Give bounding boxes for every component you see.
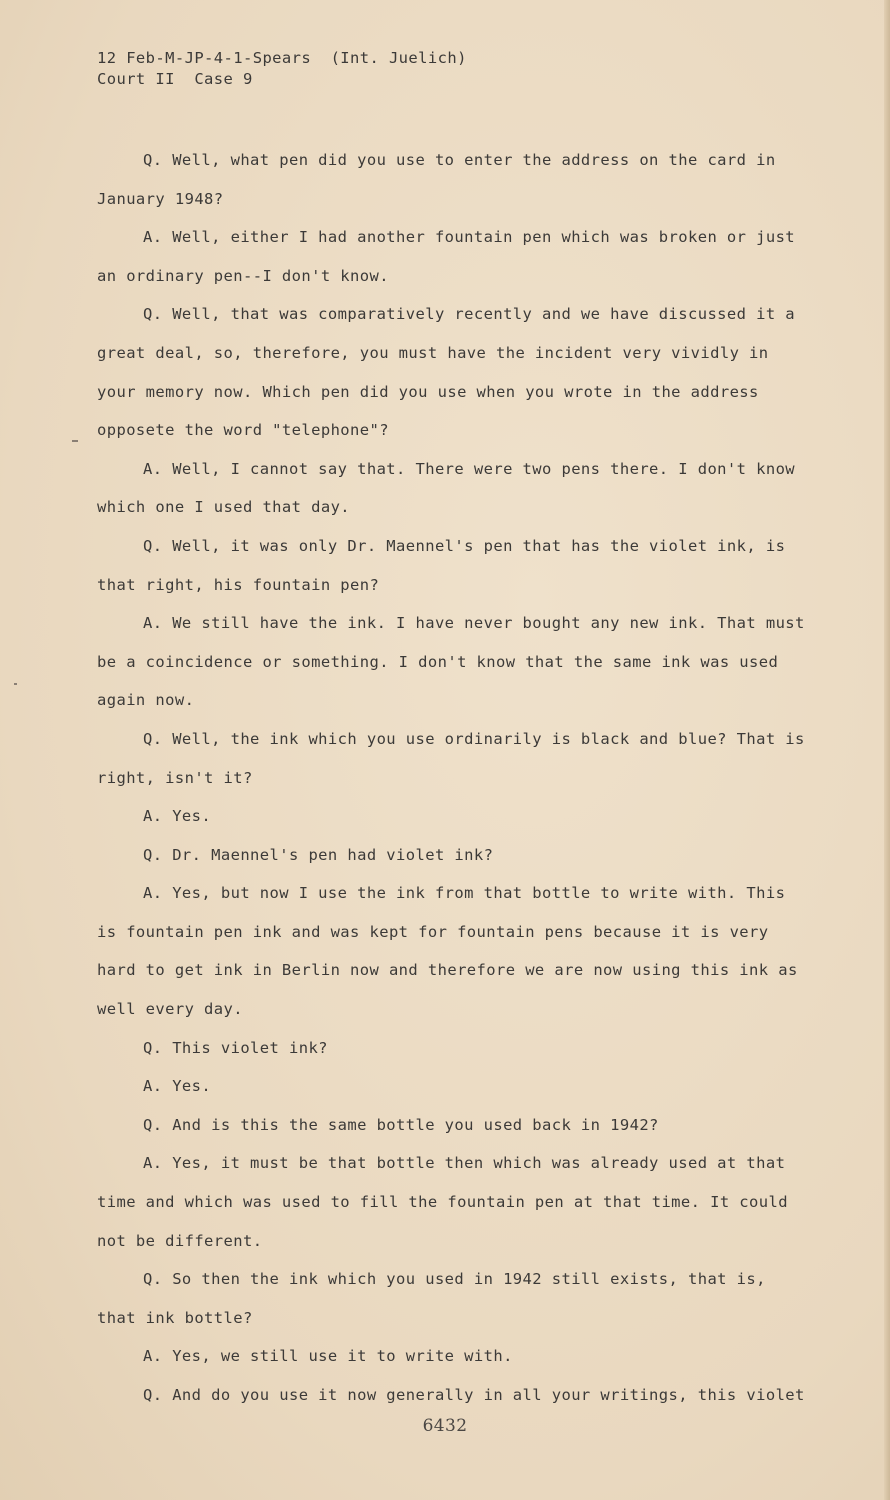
answer-paragraph: A. We still have the ink. I have never bought any new ink. That must be a coincidence or something. I don't know that the same ink was used again now.	[97, 614, 805, 710]
question-paragraph: Q. So then the ink which you used in 1942 still exists, that is, that ink bottle?	[97, 1270, 766, 1327]
answer-paragraph: A. Yes.	[143, 1077, 212, 1096]
answer-paragraph: A. Well, I cannot say that. There were two pens there. I don't know which one I used that day.	[97, 459, 796, 517]
answer-paragraph: A. Yes, we still use it to write with.	[143, 1347, 513, 1366]
page-edge	[884, 0, 890, 1500]
question-paragraph: Q. This violet ink?	[143, 1038, 328, 1057]
transcript-body	[97, 141, 809, 1415]
question-paragraph: Q. And do you use it now generally in all your writings, this violet	[143, 1386, 805, 1404]
paper-speck	[14, 683, 17, 685]
question-paragraph: Q. Dr. Maennel's pen had violet ink?	[143, 845, 494, 864]
question-paragraph: Q. Well, what pen did you use to enter the address on the card in January 1948?	[97, 151, 776, 208]
paper-speck	[72, 440, 78, 442]
question-paragraph: Q. And is this the same bottle you used back in 1942?	[143, 1115, 659, 1134]
header-reference: 12 Feb-M-JP-4-1-Spears (Int. Juelich)	[97, 49, 467, 67]
question-paragraph: Q. Well, it was only Dr. Maennel's pen that has the violet ink, is that right, his fountain pen?	[97, 536, 786, 594]
page-number: 6432	[422, 1416, 468, 1436]
document-header	[97, 48, 467, 90]
header-court-case: Court II Case 9	[97, 70, 253, 88]
question-paragraph: Q. Well, that was comparatively recently and we have discussed it a great deal, so, therefore, you must have the incident very vividly in your memory now. Which pen did you use when you wrote in the address opposete the word "telephone"?	[97, 305, 796, 440]
answer-paragraph: A. Yes.	[143, 807, 212, 826]
answer-paragraph: A. Well, either I had another fountain pen which was broken or just an ordinary pen--I don't know.	[97, 228, 796, 285]
answer-paragraph: A. Yes, it must be that bottle then which was already used at that time and which was used to fill the fountain pen at that time. It could not be different.	[97, 1154, 788, 1250]
question-paragraph: Q. Well, the ink which you use ordinarily is black and blue? That is right, isn't it?	[97, 729, 805, 787]
answer-paragraph: A. Yes, but now I use the ink from that bottle to write with. This is fountain pen ink and was kept for fountain pens because it is very hard to get ink in Berlin now and therefore we are now using this ink as well every day.	[97, 884, 798, 1019]
